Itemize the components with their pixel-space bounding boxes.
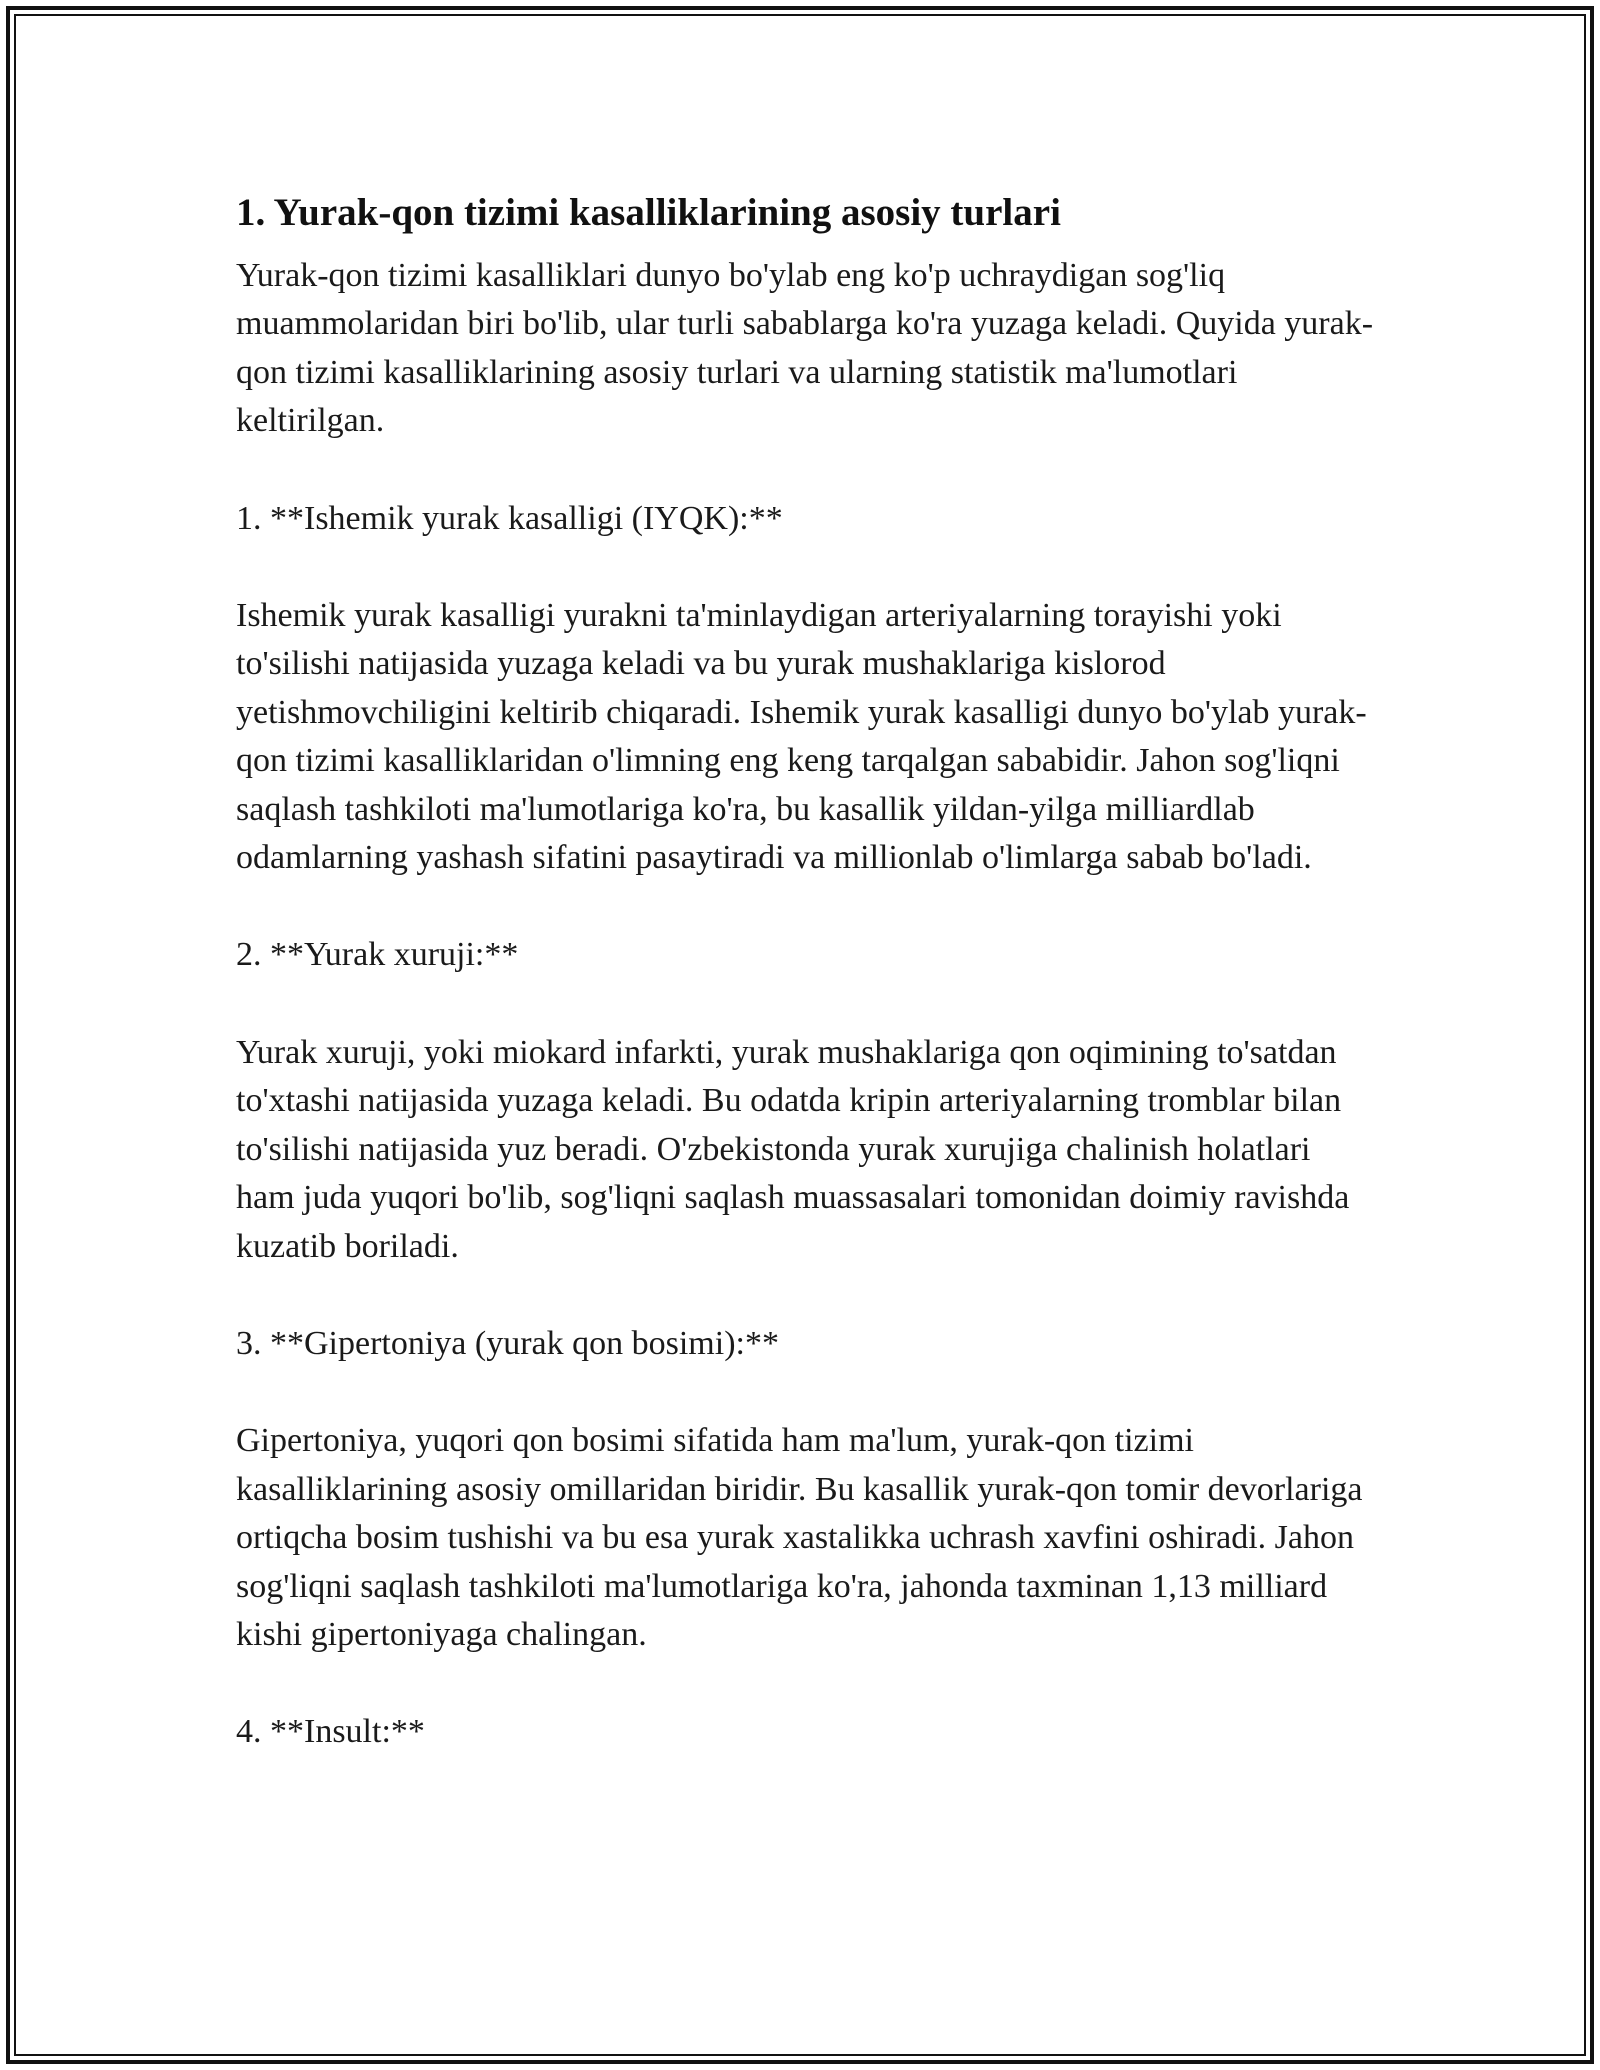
item-4-title: 4. **Insult:** xyxy=(236,1713,425,1751)
section-heading: 1. Yurak-qon tizimi kasalliklarining asosiy turlari xyxy=(236,191,1061,234)
item-3-body: Gipertoniya, yuqori qon bosimi sifatida ham ma'lum, yurak-qon tizimi kasalliklarining asosiy omillaridan biridir. Bu kasallik yurak-qon tomir devorlariga ortiqcha bosim tushishi va bu esa yurak xastalikka uchrash xavfini oshiradi. Jahon sog'liqni saqlash tashkiloti ma'lumotlariga ko'ra, jahonda taxminan 1,13 milliard kishi gipertoniyaga chalingan. xyxy=(236,1422,1363,1653)
item-2-title: 2. **Yurak xuruji:** xyxy=(236,936,519,974)
item-1-body: Ishemik yurak kasalligi yurakni ta'minlaydigan arteriyalarning torayishi yoki to'silishi natijasida yuzaga keladi va bu yurak mushaklariga kislorod yetishmovchiligini keltirib chiqaradi. Ishemik yurak kasalligi dunyo bo'ylab yurak-qon tizimi kasalliklaridan o'limning eng keng tarqalgan sababidir. Jahon sog'liqni saqlash tashkiloti ma'lumotlariga ko'ra, bu kasallik yildan-yilga milliardlab odamlarning yashash sifatini pasaytiradi va millionlab o'limlarga sabab bo'ladi. xyxy=(236,597,1367,877)
item-3-title: 3. **Gipertoniya (yurak qon bosimi):** xyxy=(236,1324,779,1362)
item-1-title: 1. **Ishemik yurak kasalligi (IYQK):** xyxy=(236,499,783,537)
document-body xyxy=(236,184,1376,1757)
intro-paragraph: Yurak-qon tizimi kasalliklari dunyo bo'ylab eng ko'p uchraydigan sog'liq muammolaridan biri bo'lib, ular turli sabablarga ko'ra yuzaga keladi. Quyida yurak-qon tizimi kasalliklarining asosiy turlari va ularning statistik ma'lumotlari keltirilgan. xyxy=(236,257,1374,440)
item-2-body: Yurak xuruji, yoki miokard infarkti, yurak mushaklariga qon oqimining to'satdan to'xtashi natijasida yuzaga keladi. Bu odatda kripin arteriyalarning tromblar bilan to'silishi natijasida yuz beradi. O'zbekistonda yurak xurujiga chalinish holatlari ham juda yuqori bo'lib, sog'liqni saqlash muassasalari tomonidan doimiy ravishda kuzatib boriladi. xyxy=(236,1033,1350,1265)
